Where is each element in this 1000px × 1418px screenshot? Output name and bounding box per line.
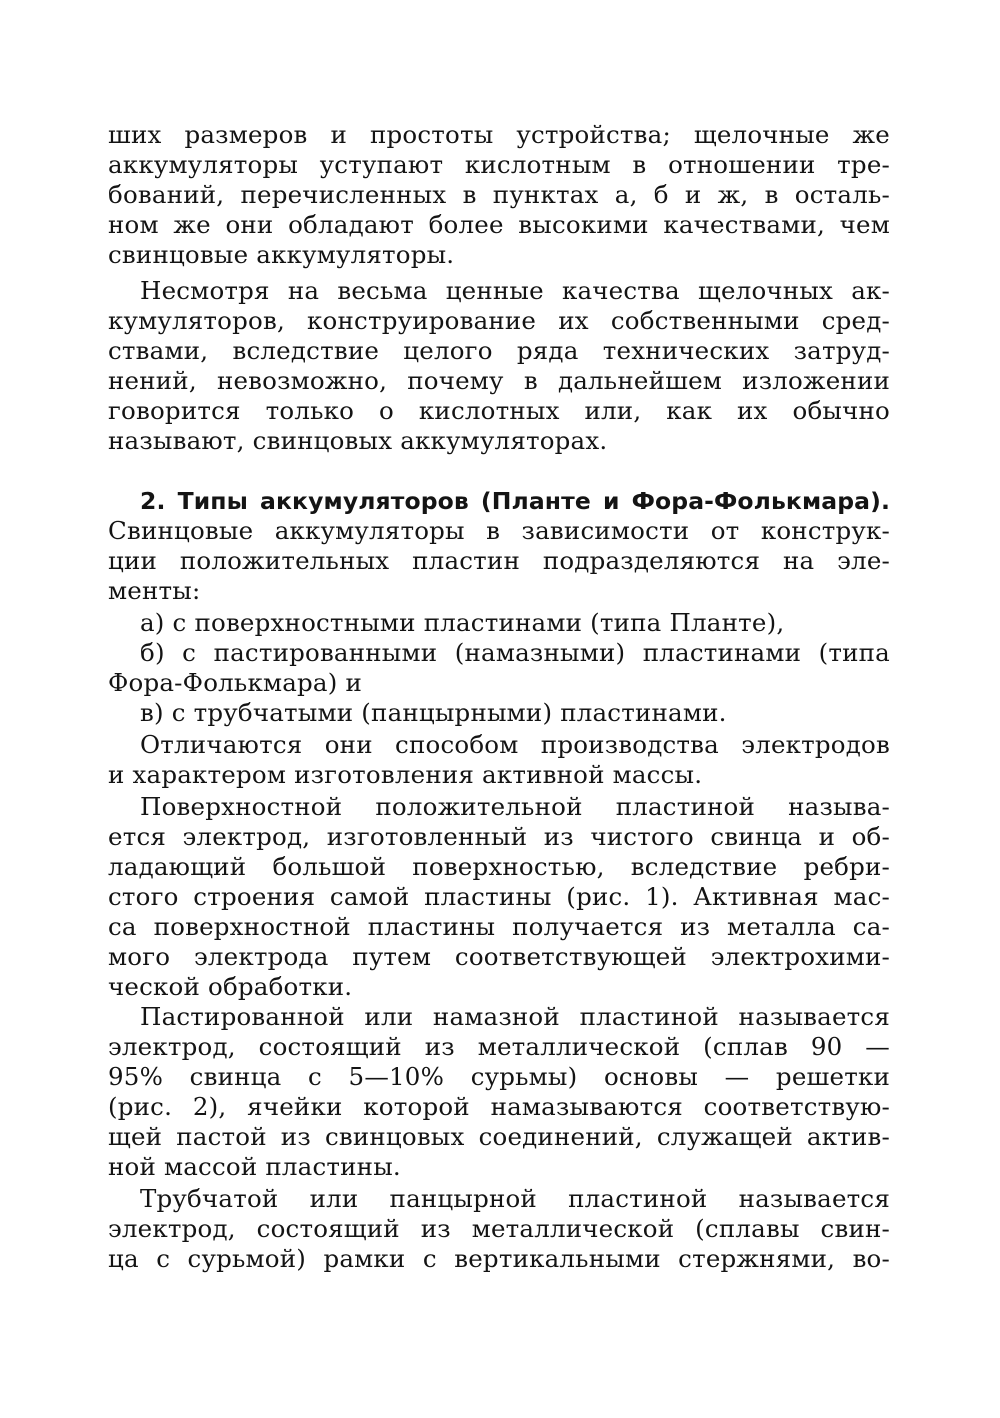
text-line: ческой обработки. xyxy=(108,972,353,1001)
text-line: Трубчатой или панцырной пластиной называется xyxy=(140,1184,890,1213)
text-line: Свинцовые аккумуляторы в зависимости от конструк- xyxy=(108,516,890,545)
text-line: электрод, состоящий из металлической (сплавы свин- xyxy=(108,1214,890,1243)
text-line: Фора-Фолькмара) и xyxy=(108,668,362,697)
text-line: электрод, состоящий из металлической (сплав 90 — xyxy=(108,1032,890,1061)
list-item: б) с пастированными (намазными) пластинами (типа xyxy=(140,638,890,667)
text-line: мого электрода путем соответствующей электрохими- xyxy=(108,942,890,971)
text-line: ца с сурьмой) рамки с вертикальными стержнями, во- xyxy=(108,1244,890,1273)
section-heading: 2. Типы аккумуляторов (Планте и Фора-Фолькмара). xyxy=(140,487,890,515)
text-line: ется электрод, изготовленный из чистого свинца и об- xyxy=(108,822,890,851)
text-line: кумуляторов, конструирование их собственными сред- xyxy=(108,306,890,335)
text-line: ции положительных пластин подразделяются на эле- xyxy=(108,546,890,575)
text-line: Несмотря на весьма ценные качества щелочных ак- xyxy=(140,276,890,305)
list-item: в) с трубчатыми (панцырными) пластинами. xyxy=(140,698,727,727)
text-line: аккумуляторы уступают кислотным в отношении тре- xyxy=(108,150,890,179)
text-line: Поверхностной положительной пластиной называ- xyxy=(140,792,890,821)
text-line: называют, свинцовых аккумуляторах. xyxy=(108,426,608,455)
text-line: менты: xyxy=(108,576,201,605)
text-line: са поверхностной пластины получается из металла са- xyxy=(108,912,890,941)
text-line: стого строения самой пластины (рис. 1). Активная мас- xyxy=(108,882,890,911)
text-line: ном же они обладают более высокими качествами, чем xyxy=(108,210,890,239)
text-line: ствами, вследствие целого ряда технических затруд- xyxy=(108,336,890,365)
text-line: Отличаются они способом производства электродов xyxy=(140,730,890,759)
text-line: ной массой пластины. xyxy=(108,1152,401,1181)
text-line: ладающий большой поверхностью, вследствие ребри- xyxy=(108,852,890,881)
text-line: щей пастой из свинцовых соединений, служащей актив- xyxy=(108,1122,890,1151)
text-line: 95% свинца с 5—10% сурьмы) основы — решетки xyxy=(108,1062,890,1091)
text-line: (рис. 2), ячейки которой намазываются соответствую- xyxy=(108,1092,890,1121)
text-line: нений, невозможно, почему в дальнейшем изложении xyxy=(108,366,890,395)
text-line: ших размеров и простоты устройства; щелочные же xyxy=(108,120,890,149)
text-line: и характером изготовления активной массы. xyxy=(108,760,703,789)
list-item: а) с поверхностными пластинами (типа Планте), xyxy=(140,608,785,637)
text-line: говорится только о кислотных или, как их обычно xyxy=(108,396,890,425)
text-line: свинцовые аккумуляторы. xyxy=(108,240,455,269)
text-line: бований, перечисленных в пунктах а, б и ж, в осталь- xyxy=(108,180,890,209)
text-line: Пастированной или намазной пластиной называется xyxy=(140,1002,890,1031)
